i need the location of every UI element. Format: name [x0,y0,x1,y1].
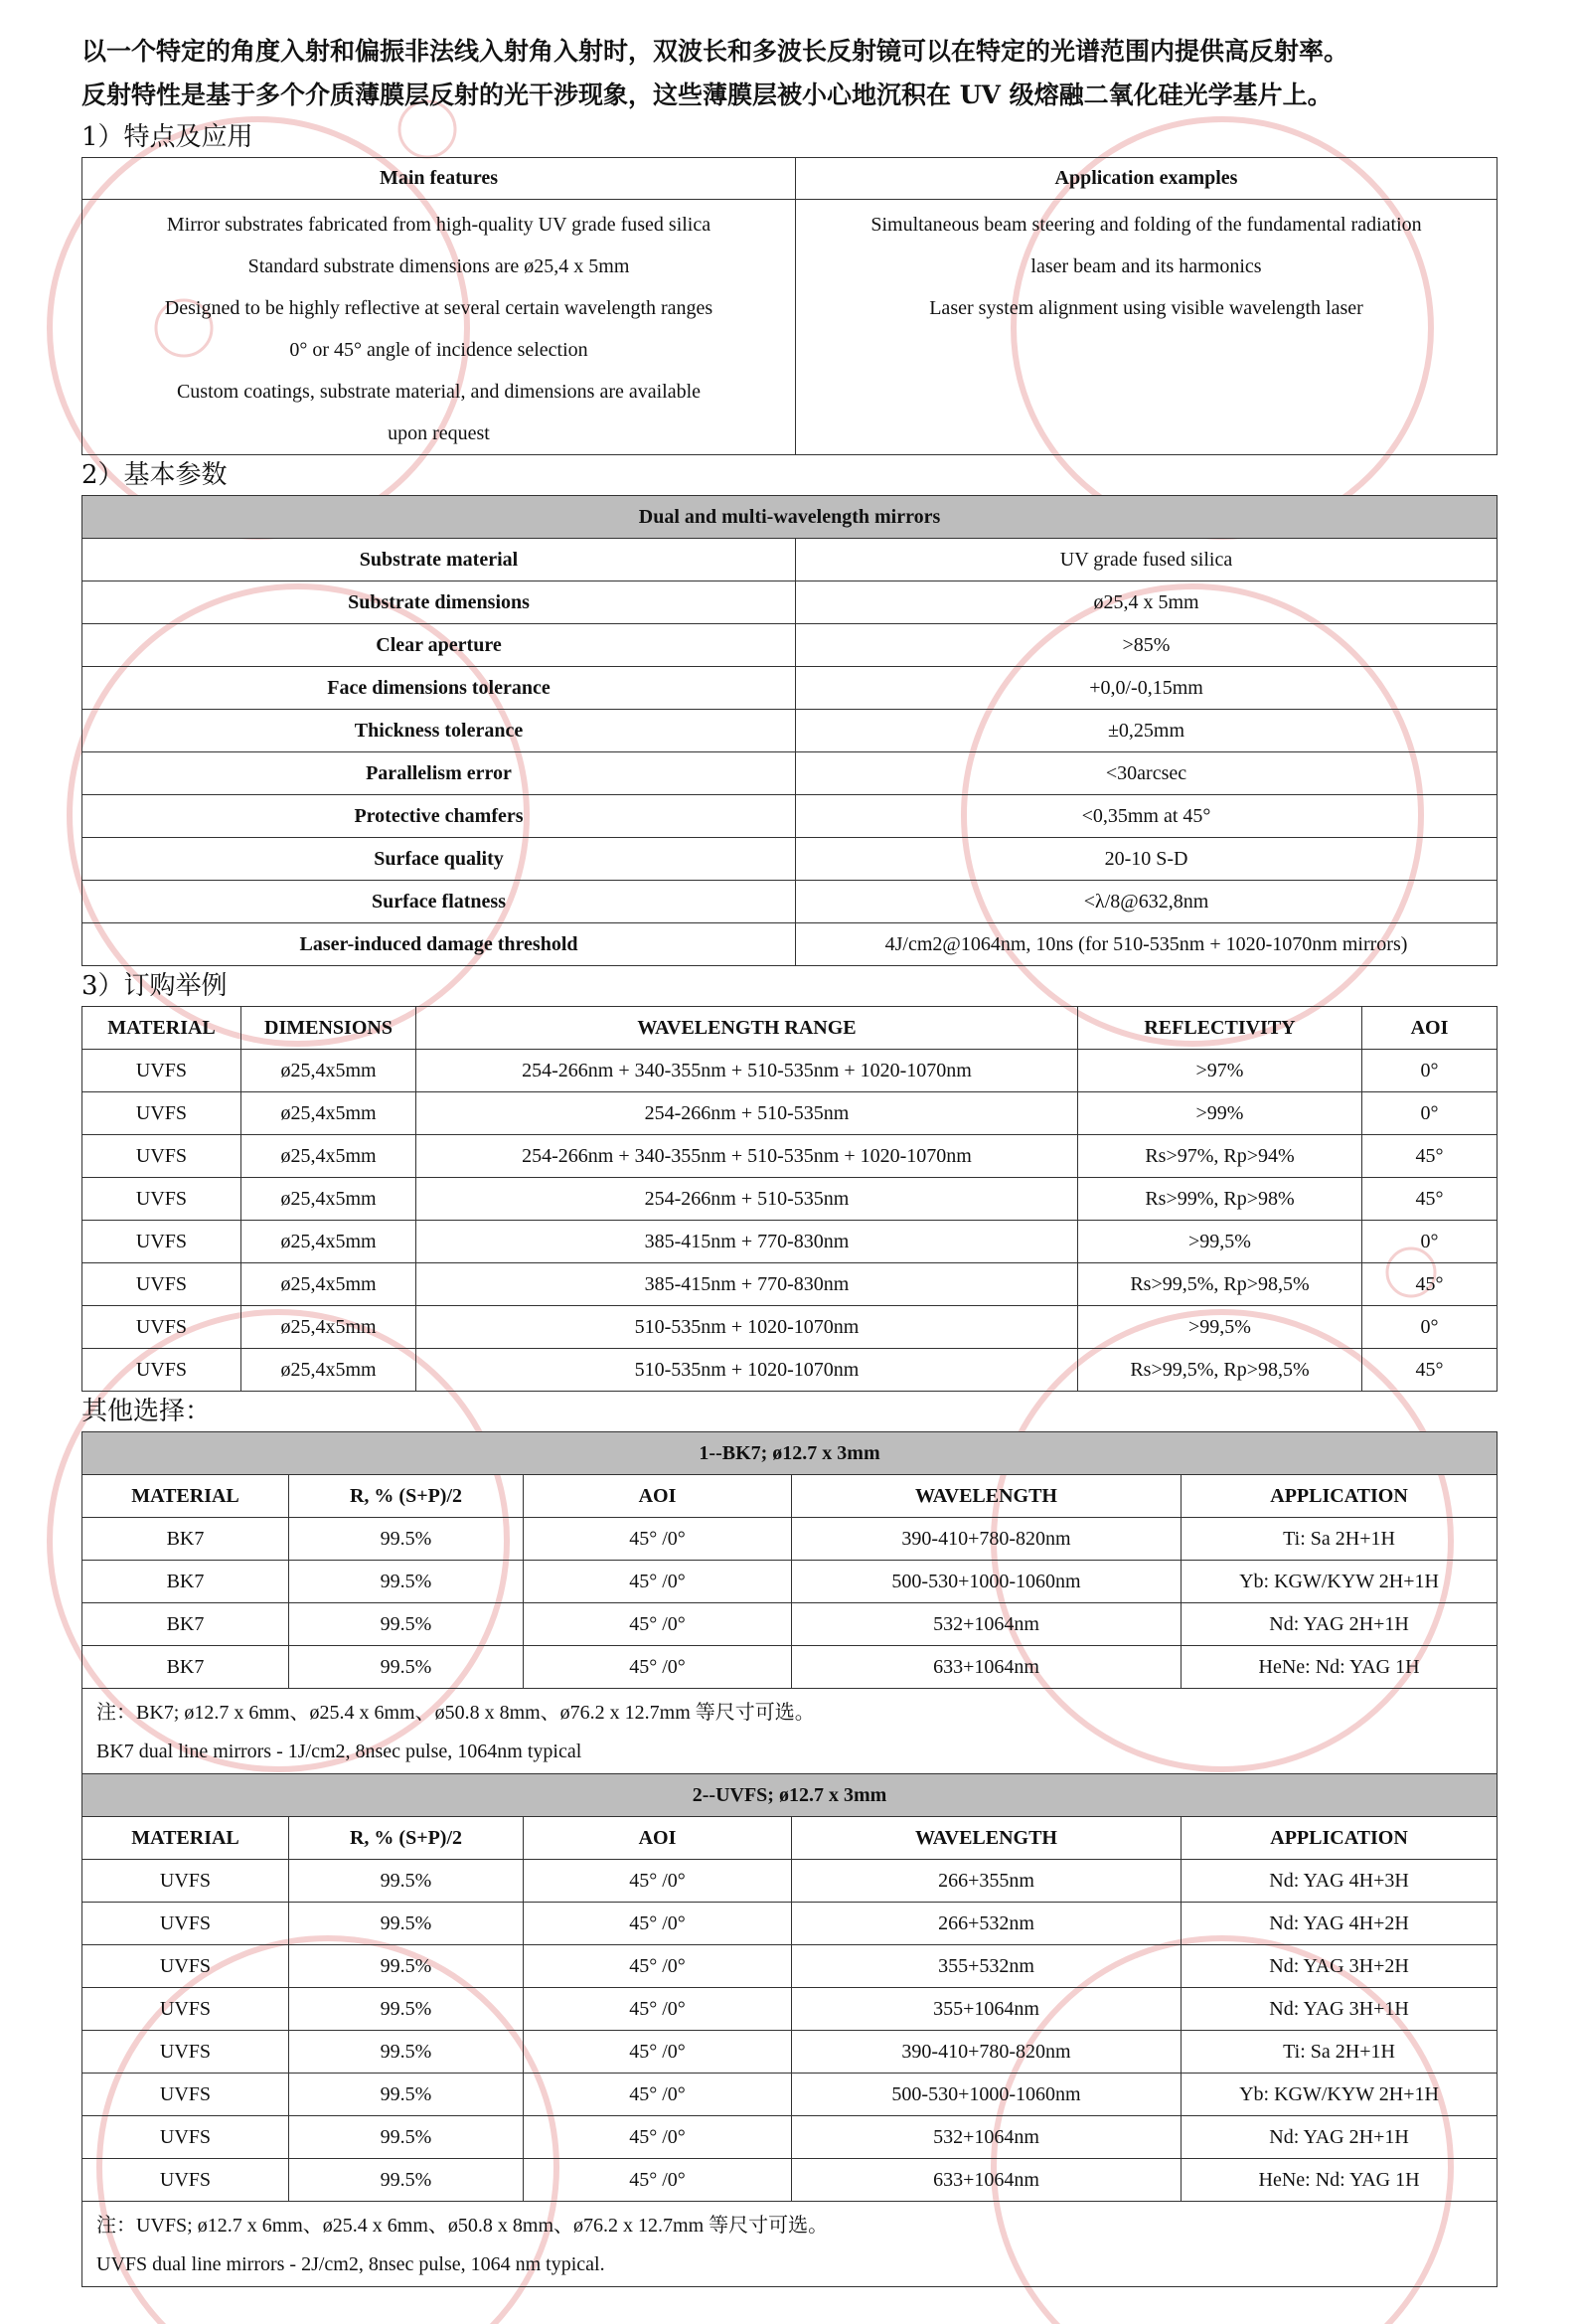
param-value: UV grade fused silica [796,539,1498,581]
table-cell: 99.5% [289,2116,524,2159]
order-col-dimensions: DIMENSIONS [241,1007,416,1050]
table-cell: 0° [1362,1221,1498,1263]
bk7-note-damage: BK7 dual line mirrors - 1J/cm2, 8nsec pulse, 1064nm typical [82,1732,1498,1774]
table-cell: Rs>99,5%, Rp>98,5% [1078,1263,1362,1306]
table-cell: BK7 [82,1646,289,1689]
table-cell: 385-415nm + 770-830nm [416,1263,1078,1306]
order-col-aoi: AOI [1362,1007,1498,1050]
table-cell: Nd: YAG 2H+1H [1182,1603,1498,1646]
applications-header: Application examples [796,158,1498,200]
feature-item: Custom coatings, substrate material, and dimensions are available [176,381,702,403]
section-other-title: 其他选择： [81,1397,212,1426]
table-cell: 99.5% [289,1903,524,1945]
table-row [82,1221,1498,1263]
other-col-material: MATERIAL [82,1817,289,1860]
table-cell: Rs>99,5%, Rp>98,5% [1078,1349,1362,1392]
application-item: Simultaneous beam steering and folding of the fundamental radiation [870,214,1422,236]
table-cell: 45° [1362,1349,1498,1392]
table-cell: UVFS [82,2159,289,2202]
feature-item: Designed to be highly reflective at several certain wavelength ranges [164,297,713,319]
table-cell: 633+1064nm [792,1646,1182,1689]
param-label: Protective chamfers [82,795,796,838]
table-cell: Yb: KGW/KYW 2H+1H [1182,2074,1498,2116]
main-features-cell [82,200,796,455]
param-value: <0,35mm at 45° [796,795,1498,838]
other-col-reflectance: R, % (S+P)/2 [289,1817,524,1860]
order-col-wavelength: WAVELENGTH RANGE [416,1007,1078,1050]
table-cell: 45° /0° [524,1646,792,1689]
table-cell: UVFS [82,1860,289,1903]
feature-item: upon request [388,422,490,444]
bk7-note-sizes: 注：BK7; ø12.7 x 6mm、ø25.4 x 6mm、ø50.8 x 8mm、ø76.2 x 12.7mm 等尺寸可选。 [82,1689,1498,1732]
table-cell: UVFS [82,2074,289,2116]
param-value: <30arcsec [796,752,1498,795]
param-value: 4J/cm2@1064nm, 10ns (for 510-535nm + 1020-1070nm mirrors) [796,923,1498,966]
order-rows [82,1050,1498,1392]
table-cell: Rs>99%, Rp>98% [1078,1178,1362,1221]
table-cell: ø25,4x5mm [241,1178,416,1221]
table-cell: 99.5% [289,1561,524,1603]
table-cell: 633+1064nm [792,2159,1182,2202]
param-label: Face dimensions tolerance [82,667,796,710]
table-cell: UVFS [82,1988,289,2031]
params-table-title: Dual and multi-wavelength mirrors [82,496,1498,539]
other-col-aoi: AOI [524,1475,792,1518]
table-cell: 45° /0° [524,1518,792,1561]
table-cell: UVFS [82,1349,241,1392]
table-cell: 532+1064nm [792,1603,1182,1646]
table-row [82,1349,1498,1392]
table-row [82,1135,1498,1178]
param-label: Parallelism error [82,752,796,795]
feature-item: 0° or 45° angle of incidence selection [289,339,588,361]
table-cell: 45° /0° [524,2031,792,2074]
features-table [81,157,1498,455]
table-cell: UVFS [82,2031,289,2074]
features-header: Main features [82,158,796,200]
uvfs-note-sizes: 注：UVFS; ø12.7 x 6mm、ø25.4 x 6mm、ø50.8 x 8mm、ø76.2 x 12.7mm 等尺寸可选。 [82,2202,1498,2244]
table-cell: 99.5% [289,2031,524,2074]
table-cell: ø25,4x5mm [241,1263,416,1306]
table-cell: 99.5% [289,1988,524,2031]
table-cell: >99,5% [1078,1221,1362,1263]
table-cell: >99% [1078,1092,1362,1135]
intro-line-2: 反射特性是基于多个介质薄膜层反射的光干涉现象，这些薄膜层被小心地沉积在 UV 级熔融二氧化硅光学基片上。 [81,81,1333,109]
param-value: ±0,25mm [796,710,1498,752]
table-cell: 510-535nm + 1020-1070nm [416,1306,1078,1349]
table-cell: Nd: YAG 2H+1H [1182,2116,1498,2159]
table-cell: >99,5% [1078,1306,1362,1349]
application-item: Laser system alignment using visible wavelength laser [929,297,1363,319]
table-cell: 99.5% [289,2074,524,2116]
param-label: Surface flatness [82,881,796,923]
table-cell: ø25,4x5mm [241,1092,416,1135]
table-row [82,1306,1498,1349]
order-col-material: MATERIAL [82,1007,241,1050]
table-cell: 45° [1362,1178,1498,1221]
table-cell: 99.5% [289,1860,524,1903]
table-cell: UVFS [82,1221,241,1263]
table-row [82,1646,1498,1689]
table-cell: Yb: KGW/KYW 2H+1H [1182,1561,1498,1603]
table-cell: 355+1064nm [792,1988,1182,2031]
order-table [81,1006,1498,1392]
table-cell: UVFS [82,1903,289,1945]
table-cell: 532+1064nm [792,2116,1182,2159]
other-col-material: MATERIAL [82,1475,289,1518]
table-cell: BK7 [82,1518,289,1561]
other-col-application: APPLICATION [1182,1475,1498,1518]
table-cell: ø25,4x5mm [241,1349,416,1392]
table-cell: 99.5% [289,1603,524,1646]
other-col-wavelength: WAVELENGTH [792,1475,1182,1518]
table-cell: 510-535nm + 1020-1070nm [416,1349,1078,1392]
feature-item: Mirror substrates fabricated from high-quality UV grade fused silica [166,214,711,236]
table-cell: 45° [1362,1135,1498,1178]
table-cell: UVFS [82,1092,241,1135]
table-cell: UVFS [82,1135,241,1178]
table-cell: 45° [1362,1263,1498,1306]
table-cell: HeNe: Nd: YAG 1H [1182,1646,1498,1689]
table-cell: 45° /0° [524,2074,792,2116]
table-cell: 99.5% [289,2159,524,2202]
table-cell: 0° [1362,1050,1498,1092]
table-row [82,1561,1498,1603]
feature-item: Standard substrate dimensions are ø25,4 x 5mm [247,255,630,277]
section-params-title: 2）基本参数 [81,460,228,490]
uvfs-note-damage: UVFS dual line mirrors - 2J/cm2, 8nsec pulse, 1064 nm typical. [82,2244,1498,2287]
table-cell: 254-266nm + 340-355nm + 510-535nm + 1020-1070nm [416,1050,1078,1092]
table-cell: Ti: Sa 2H+1H [1182,2031,1498,2074]
table-cell: 266+355nm [792,1860,1182,1903]
param-label: Substrate dimensions [82,581,796,624]
table-cell: UVFS [82,1178,241,1221]
table-cell: Nd: YAG 3H+2H [1182,1945,1498,1988]
table-cell: 254-266nm + 510-535nm [416,1178,1078,1221]
table-cell: Nd: YAG 4H+3H [1182,1860,1498,1903]
table-cell: Ti: Sa 2H+1H [1182,1518,1498,1561]
table-cell: 45° /0° [524,1561,792,1603]
param-label: Laser-induced damage threshold [82,923,796,966]
param-value: ø25,4 x 5mm [796,581,1498,624]
table-cell: Nd: YAG 4H+2H [1182,1903,1498,1945]
table-cell: ø25,4x5mm [241,1221,416,1263]
table-cell: BK7 [82,1603,289,1646]
applications-cell [796,200,1498,455]
table-cell: 500-530+1000-1060nm [792,1561,1182,1603]
table-cell: UVFS [82,1050,241,1092]
table-row [82,1603,1498,1646]
table-cell: UVFS [82,1945,289,1988]
param-value: +0,0/-0,15mm [796,667,1498,710]
other-col-wavelength: WAVELENGTH [792,1817,1182,1860]
other-col-aoi: AOI [524,1817,792,1860]
table-cell: BK7 [82,1561,289,1603]
param-value: <λ/8@632,8nm [796,881,1498,923]
param-label: Substrate material [82,539,796,581]
table-cell: 390-410+780-820nm [792,2031,1182,2074]
table-row [82,2116,1498,2159]
table-cell: ø25,4x5mm [241,1306,416,1349]
table-cell: 45° /0° [524,2116,792,2159]
bk7-group-title: 1--BK7; ø12.7 x 3mm [82,1432,1498,1475]
table-row [82,1988,1498,2031]
table-row [82,1518,1498,1561]
order-col-reflectivity: REFLECTIVITY [1078,1007,1362,1050]
table-row [82,1263,1498,1306]
table-cell: 254-266nm + 340-355nm + 510-535nm + 1020-1070nm [416,1135,1078,1178]
table-cell: 99.5% [289,1646,524,1689]
param-label: Surface quality [82,838,796,881]
bk7-rows [82,1518,1498,1689]
table-row [82,1178,1498,1221]
table-row [82,1945,1498,1988]
param-label: Thickness tolerance [82,710,796,752]
table-cell: 45° /0° [524,1603,792,1646]
section-order-title: 3）订购举例 [81,971,228,1001]
table-cell: >97% [1078,1050,1362,1092]
uvfs-rows [82,1860,1498,2202]
other-options-table [81,1431,1498,2287]
table-row [82,1092,1498,1135]
application-item: laser beam and its harmonics [1030,255,1262,277]
table-cell: 99.5% [289,1945,524,1988]
table-cell: ø25,4x5mm [241,1135,416,1178]
table-cell: 254-266nm + 510-535nm [416,1092,1078,1135]
table-row [82,1903,1498,1945]
intro-line-1: 以一个特定的角度入射和偏振非法线入射角入射时，双波长和多波长反射镜可以在特定的光谱范围内提供高反射率。 [81,37,1349,66]
section-features-title: 1）特点及应用 [81,122,253,152]
table-cell: UVFS [82,1263,241,1306]
other-col-application: APPLICATION [1182,1817,1498,1860]
table-row [82,2159,1498,2202]
other-col-reflectance: R, % (S+P)/2 [289,1475,524,1518]
param-label: Clear aperture [82,624,796,667]
table-cell: 99.5% [289,1518,524,1561]
table-row [82,1860,1498,1903]
table-cell: 355+532nm [792,1945,1182,1988]
table-cell: 0° [1362,1092,1498,1135]
table-cell: 45° /0° [524,1860,792,1903]
table-cell: 45° /0° [524,1945,792,1988]
table-cell: Nd: YAG 3H+1H [1182,1988,1498,2031]
table-cell: 45° /0° [524,1903,792,1945]
document-body [81,30,1497,2287]
table-cell: Rs>97%, Rp>94% [1078,1135,1362,1178]
table-cell: 385-415nm + 770-830nm [416,1221,1078,1263]
table-cell: 0° [1362,1306,1498,1349]
table-row [82,2074,1498,2116]
table-cell: UVFS [82,1306,241,1349]
table-cell: 390-410+780-820nm [792,1518,1182,1561]
param-value: 20-10 S-D [796,838,1498,881]
table-row [82,1050,1498,1092]
uvfs-group-title: 2--UVFS; ø12.7 x 3mm [82,1774,1498,1817]
table-cell: 266+532nm [792,1903,1182,1945]
table-cell: 45° /0° [524,2159,792,2202]
table-cell: ø25,4x5mm [241,1050,416,1092]
table-cell: HeNe: Nd: YAG 1H [1182,2159,1498,2202]
table-cell: 500-530+1000-1060nm [792,2074,1182,2116]
param-value: >85% [796,624,1498,667]
table-row [82,2031,1498,2074]
params-table [81,495,1498,966]
table-cell: UVFS [82,2116,289,2159]
table-cell: 45° /0° [524,1988,792,2031]
